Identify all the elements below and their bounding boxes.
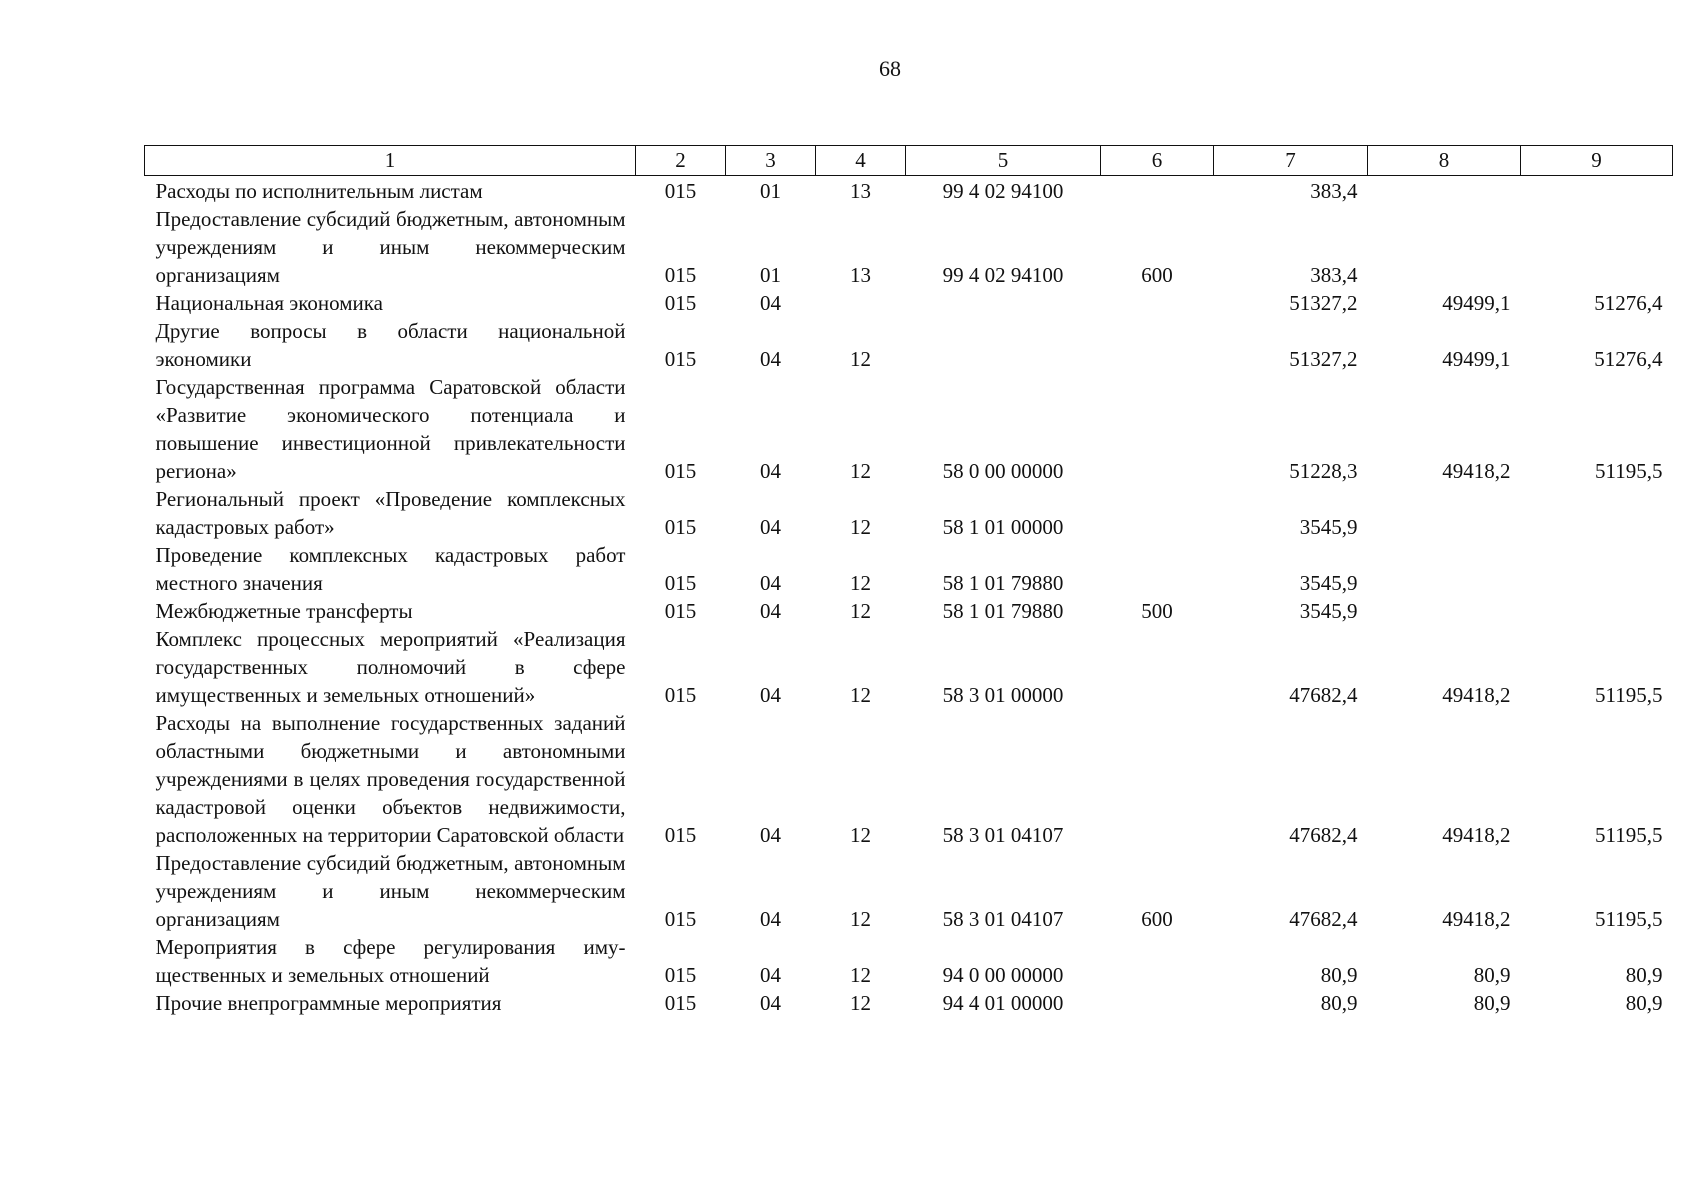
table-body — [145, 176, 1673, 1018]
header-row — [145, 146, 1673, 176]
amount-year2-cell: 80,9 — [1473, 963, 1511, 987]
admin-code-cell: 015 — [664, 515, 697, 539]
target-article-cell: 94 4 01 00000 — [942, 991, 1064, 1015]
target-article-cell: 58 1 01 79880 — [942, 599, 1064, 623]
target-article-cell: 58 3 01 04107 — [942, 907, 1064, 931]
admin-code-cell: 015 — [664, 179, 697, 203]
amount-year1-cell: 80,9 — [1320, 991, 1358, 1015]
column-header: 6 — [1101, 146, 1214, 176]
table-row — [145, 541, 1673, 597]
amount-year1-cell: 383,4 — [1310, 179, 1358, 203]
expense-type-cell — [1101, 289, 1214, 317]
target-article-cell: 99 4 02 94100 — [942, 263, 1064, 287]
expense-type-cell — [1101, 373, 1214, 485]
page-number: 68 — [879, 56, 901, 81]
column-header: 8 — [1368, 146, 1521, 176]
subsection-cell: 12 — [850, 347, 871, 371]
admin-code-cell: 015 — [664, 291, 697, 315]
amount-year3-cell — [1521, 485, 1673, 541]
amount-year3-cell: 80,9 — [1625, 991, 1663, 1015]
row-name-cell: Предоставление субсидий бюджетным, автономным учреждениям и иным некоммерческим организациям — [155, 851, 626, 931]
amount-year1-cell: 51327,2 — [1289, 347, 1358, 371]
target-article-cell: 94 0 00 00000 — [942, 963, 1064, 987]
admin-code-cell: 015 — [664, 599, 697, 623]
section-cell: 04 — [760, 683, 781, 707]
section-cell: 04 — [760, 991, 781, 1015]
amount-year1-cell: 51228,3 — [1289, 459, 1358, 483]
subsection-cell: 12 — [850, 963, 871, 987]
section-cell: 04 — [760, 963, 781, 987]
row-name-cell: Государственная программа Саратовской области «Развитие экономического потенциала и повышение инвестиционной привлекательности региона» — [155, 375, 626, 483]
section-cell: 04 — [760, 907, 781, 931]
amount-year1-cell: 3545,9 — [1299, 599, 1358, 623]
expense-type-cell — [1101, 709, 1214, 849]
target-article-cell — [906, 289, 1101, 317]
amount-year3-cell: 80,9 — [1625, 963, 1663, 987]
subsection-cell: 12 — [850, 571, 871, 595]
expense-type-cell — [1101, 485, 1214, 541]
target-article-cell: 99 4 02 94100 — [942, 179, 1064, 203]
amount-year3-cell: 51195,5 — [1595, 459, 1663, 483]
column-header: 5 — [906, 146, 1101, 176]
budget-table — [144, 145, 1673, 1017]
admin-code-cell: 015 — [664, 991, 697, 1015]
expense-type-cell — [1101, 541, 1214, 597]
table-row — [145, 709, 1673, 849]
expense-type-cell: 600 — [1141, 263, 1173, 287]
table-row — [145, 205, 1673, 289]
row-name-cell: Прочие внепрограммные мероприятия — [155, 991, 502, 1015]
amount-year3-cell — [1521, 205, 1673, 289]
table-row — [145, 849, 1673, 933]
amount-year2-cell: 49418,2 — [1442, 683, 1511, 707]
table-row — [145, 933, 1673, 989]
column-header: 3 — [726, 146, 816, 176]
section-cell: 01 — [760, 179, 781, 203]
admin-code-cell: 015 — [664, 263, 697, 287]
amount-year1-cell: 3545,9 — [1299, 571, 1358, 595]
expense-type-cell: 600 — [1141, 907, 1173, 931]
subsection-cell: 12 — [850, 991, 871, 1015]
table-row — [145, 373, 1673, 485]
subsection-cell: 12 — [850, 599, 871, 623]
admin-code-cell: 015 — [664, 963, 697, 987]
row-name-cell: Мероприятия в сфере регулирования имущественных и земельных отношений — [155, 935, 626, 987]
section-cell: 04 — [760, 599, 781, 623]
amount-year2-cell — [1368, 597, 1521, 625]
row-name-cell: Предоставление субсидий бюджетным, автономным учреждениям и иным некоммерческим организациям — [155, 207, 626, 287]
amount-year2-cell: 49418,2 — [1442, 459, 1511, 483]
amount-year3-cell: 51276,4 — [1594, 291, 1663, 315]
expense-type-cell: 500 — [1141, 599, 1173, 623]
row-name-cell: Национальная экономика — [155, 291, 383, 315]
column-header: 1 — [145, 146, 636, 176]
row-name-cell: Комплекс процессных мероприятий «Реализация государственных полномочий в сфере имущественных и земельных отношений» — [155, 627, 626, 707]
amount-year2-cell: 49418,2 — [1442, 907, 1511, 931]
amount-year2-cell: 49418,2 — [1442, 823, 1511, 847]
subsection-cell: 12 — [850, 683, 871, 707]
column-header: 7 — [1214, 146, 1368, 176]
table-row — [145, 989, 1673, 1017]
column-header: 9 — [1521, 146, 1673, 176]
amount-year3-cell — [1521, 541, 1673, 597]
target-article-cell — [906, 317, 1101, 373]
subsection-cell: 12 — [850, 907, 871, 931]
subsection-cell: 13 — [850, 179, 871, 203]
amount-year3-cell: 51195,5 — [1595, 683, 1663, 707]
expense-type-cell — [1101, 989, 1214, 1017]
admin-code-cell: 015 — [664, 459, 697, 483]
target-article-cell: 58 0 00 00000 — [942, 459, 1064, 483]
amount-year1-cell: 51327,2 — [1289, 291, 1358, 315]
amount-year1-cell: 47682,4 — [1289, 907, 1358, 931]
table-row — [145, 625, 1673, 709]
admin-code-cell: 015 — [664, 823, 697, 847]
section-cell: 04 — [760, 459, 781, 483]
section-cell: 04 — [760, 571, 781, 595]
amount-year2-cell — [1368, 205, 1521, 289]
amount-year3-cell — [1521, 597, 1673, 625]
admin-code-cell: 015 — [664, 571, 697, 595]
amount-year2-cell — [1368, 541, 1521, 597]
amount-year1-cell: 47682,4 — [1289, 823, 1358, 847]
amount-year2-cell: 80,9 — [1473, 991, 1511, 1015]
amount-year1-cell: 80,9 — [1320, 963, 1358, 987]
admin-code-cell: 015 — [664, 683, 697, 707]
admin-code-cell: 015 — [664, 907, 697, 931]
table-row — [145, 176, 1673, 206]
amount-year3-cell: 51276,4 — [1594, 347, 1663, 371]
amount-year3-cell: 51195,5 — [1595, 907, 1663, 931]
row-name-cell: Проведение комплексных кадастровых работ местного значения — [155, 543, 626, 595]
subsection-cell: 12 — [850, 823, 871, 847]
amount-year2-cell — [1368, 485, 1521, 541]
amount-year1-cell: 3545,9 — [1299, 515, 1358, 539]
row-name-cell: Расходы на выполнение государственных заданий областными бюджетными и автономными учреждениями в целях проведения государственной кадастровой оценки объектов недвижимости, расположенных на территории Саратовской области — [155, 711, 626, 847]
target-article-cell: 58 1 01 00000 — [942, 515, 1064, 539]
section-cell: 04 — [760, 515, 781, 539]
section-cell: 01 — [760, 263, 781, 287]
expense-type-cell — [1101, 625, 1214, 709]
table-row — [145, 317, 1673, 373]
table-row — [145, 485, 1673, 541]
row-name-cell: Региональный проект «Проведение комплексных кадастровых работ» — [155, 487, 626, 539]
table-header — [145, 146, 1673, 176]
target-article-cell: 58 3 01 00000 — [942, 683, 1064, 707]
expense-type-cell — [1101, 933, 1214, 989]
target-article-cell: 58 3 01 04107 — [942, 823, 1064, 847]
section-cell: 04 — [760, 347, 781, 371]
subsection-cell: 13 — [850, 263, 871, 287]
table-row — [145, 289, 1673, 317]
row-name-cell: Расходы по исполнительным листам — [155, 179, 483, 203]
amount-year2-cell: 49499,1 — [1442, 291, 1511, 315]
amount-year1-cell: 383,4 — [1310, 263, 1358, 287]
table-row — [145, 597, 1673, 625]
amount-year2-cell: 49499,1 — [1442, 347, 1511, 371]
amount-year2-cell — [1368, 176, 1521, 206]
amount-year3-cell: 51195,5 — [1595, 823, 1663, 847]
section-cell: 04 — [760, 291, 781, 315]
section-cell: 04 — [760, 823, 781, 847]
subsection-cell: 12 — [850, 515, 871, 539]
expense-type-cell — [1101, 317, 1214, 373]
expense-type-cell — [1101, 176, 1214, 206]
target-article-cell: 58 1 01 79880 — [942, 571, 1064, 595]
column-header: 4 — [816, 146, 906, 176]
subsection-cell — [816, 289, 906, 317]
admin-code-cell: 015 — [664, 347, 697, 371]
subsection-cell: 12 — [850, 459, 871, 483]
amount-year1-cell: 47682,4 — [1289, 683, 1358, 707]
row-name-cell: Другие вопросы в области национальной экономики — [155, 319, 626, 371]
column-header: 2 — [636, 146, 726, 176]
amount-year3-cell — [1521, 176, 1673, 206]
row-name-cell: Межбюджетные трансферты — [155, 599, 413, 623]
